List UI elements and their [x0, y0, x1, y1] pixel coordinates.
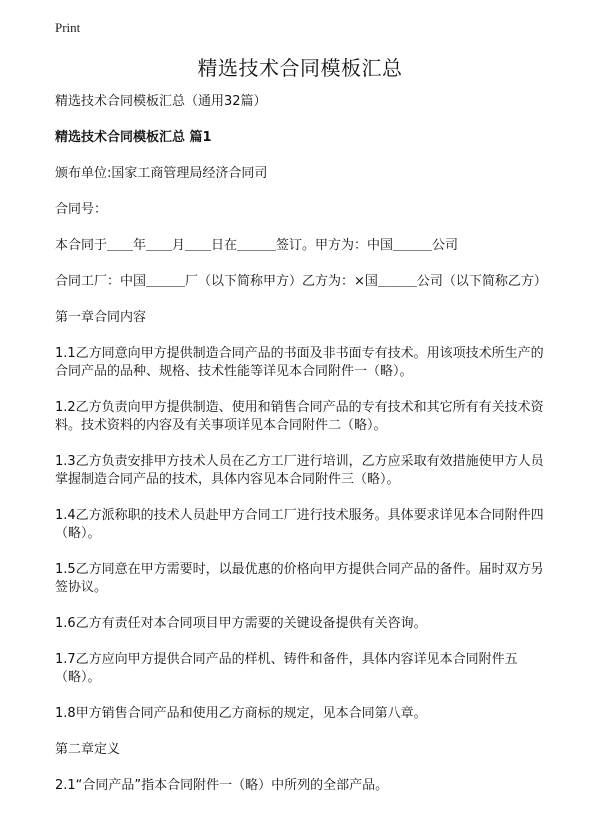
clause-1-1: 1.1乙方同意向甲方提供制造合同产品的书面及非书面专有技术。用该项技术所生产的合同产品的品种、规格、技术性能等详见本合同附件一（略）。: [55, 346, 544, 379]
clause-1-6: 1.6乙方有责任对本合同项目甲方需要的关键设备提供有关咨询。: [55, 616, 427, 631]
document-title: 精选技术合同模板汇总: [197, 56, 403, 80]
issuing-authority: 颁布单位:国家工商管理局经济合同司: [55, 166, 268, 181]
document-body: [55, 93, 555, 813]
document-subtitle: 精选技术合同模板汇总（通用32篇）: [55, 94, 267, 109]
clause-1-8: 1.8甲方销售合同产品和使用乙方商标的规定，见本合同第八章。: [55, 706, 427, 721]
parties-info: 合同工厂：中国＿＿＿厂（以下简称甲方）乙方为：×国＿＿＿公司（以下简称乙方）: [55, 274, 547, 289]
section-heading-part1: 精选技术合同模板汇总 篇1: [55, 130, 212, 145]
clause-1-7: 1.7乙方应向甲方提供合同产品的样机、铸件和备件，具体内容详见本合同附件五（略）。: [55, 652, 518, 685]
clause-1-2: 1.2乙方负责向甲方提供制造、使用和销售合同产品的专有技术和其它所有有关技术资料。技术资料的内容及有关事项详见本合同附件二（略）。: [55, 400, 544, 433]
print-link[interactable]: Print: [55, 20, 81, 35]
clause-1-3: 1.3乙方负责安排甲方技术人员在乙方工厂进行培训，乙方应采取有效措施使甲方人员掌握制造合同产品的技术，具体内容见本合同附件三（略）。: [55, 454, 544, 487]
chapter-heading-1: 第一章合同内容: [55, 310, 147, 325]
contract-number: 合同号：: [55, 202, 108, 217]
clause-2-1: 2.1“合同产品”指本合同附件一（略）中所列的全部产品。: [55, 778, 389, 793]
chapter-heading-2: 第二章定义: [55, 742, 121, 757]
clause-1-5: 1.5乙方同意在甲方需要时，以最优惠的价格向甲方提供合同产品的备件。届时双方另签协议。: [55, 562, 544, 595]
signing-info: 本合同于＿＿年＿＿月＿＿日在＿＿＿签订。甲方为：中国＿＿＿公司: [55, 238, 459, 253]
clause-1-4: 1.4乙方派称职的技术人员赴甲方合同工厂进行技术服务。具体要求详见本合同附件四（略）。: [55, 508, 544, 541]
